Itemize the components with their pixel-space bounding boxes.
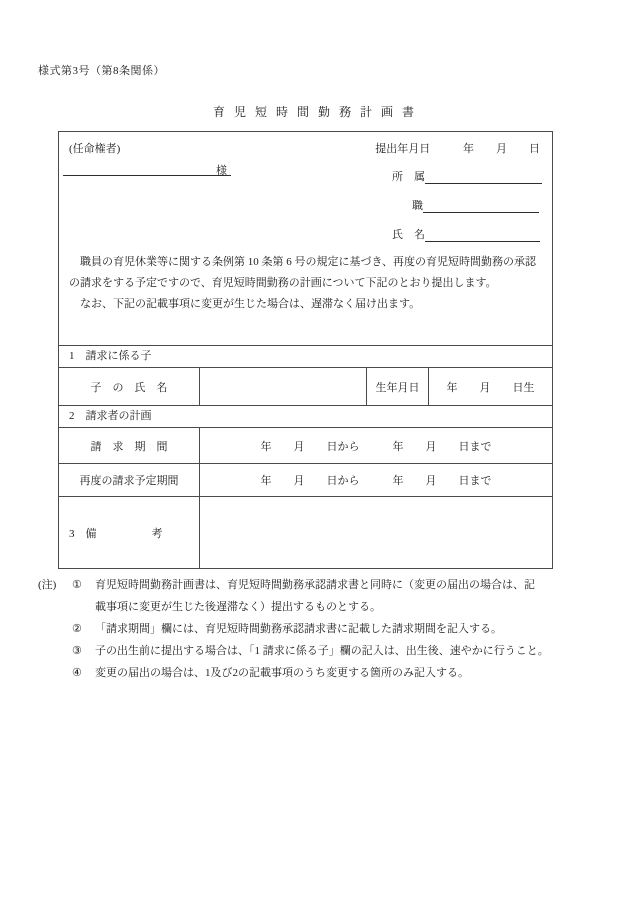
re-request-period-value-cell: 年 月 日から 年 月 日まで: [199, 464, 552, 496]
note-4-line-1: 変更の届出の場合は、1及び2の記載事項のうち変更する箇所のみ記入する。: [95, 667, 469, 679]
affiliation-field: [425, 169, 542, 184]
child-name-label: 子 の 氏 名: [90, 381, 168, 394]
name-label: 氏 名: [392, 229, 425, 241]
form-table: [58, 131, 553, 569]
name-row: [392, 226, 540, 242]
notes-prefix: (注): [38, 579, 57, 591]
note-text-4: [95, 662, 598, 684]
note-prefix-spacer: [38, 662, 72, 684]
child-name-value-cell: [199, 368, 366, 405]
note-prefix-spacer: [38, 618, 72, 640]
note-prefix-spacer: [38, 640, 72, 662]
birth-date-value-cell: 年 月 日生: [428, 368, 552, 405]
request-period-row: [59, 428, 552, 464]
submission-date-row: [375, 140, 540, 156]
child-name-row: [59, 368, 552, 406]
note-2-line-1: 「請求期間」欄には、育児短時間勤務承認請求書に記載した請求期間を記入する。: [95, 623, 502, 635]
note-marker-4: ④: [72, 667, 82, 679]
note-item-1: [38, 574, 598, 618]
page-title: 育 児 短 時 間 勤 務 計 画 書: [212, 105, 417, 119]
remarks-value-cell: [199, 497, 552, 568]
note-1-line-1: 育児短時間勤務計画書は、育児短時間勤務承認請求書と同時に（変更の届出の場合は、記: [95, 579, 535, 591]
form-header-block: [59, 132, 552, 346]
section-2-title: 2 請求者の計画: [59, 406, 552, 428]
notes-block: [38, 574, 598, 684]
body-paragraph: [69, 252, 536, 315]
position-field: [423, 198, 539, 213]
note-item-4: [38, 662, 598, 684]
position-label: 職: [412, 200, 423, 212]
remarks-row: [59, 497, 552, 568]
body-line-3: なお、下記の記載事項に変更が生じた場合は、遅滞なく届け出ます。: [69, 298, 421, 310]
note-text-2: [95, 618, 598, 640]
birth-date-label: 生年月日: [366, 368, 428, 405]
note-text-1: [95, 574, 598, 618]
note-item-3: [38, 640, 598, 662]
remarks-label: 3 備 考: [69, 527, 163, 540]
position-row: [412, 197, 539, 213]
affiliation-row: [392, 168, 542, 184]
name-field: [425, 227, 540, 242]
note-marker-2: ②: [72, 623, 82, 635]
addressee-row: [63, 162, 231, 176]
note-3-line-1: 子の出生前に提出する場合は、「1 請求に係る子」欄の記入は、出生後、速やかに行うこと。: [95, 645, 549, 657]
form-number: 様式第3号（第8条関係）: [38, 65, 165, 77]
note-text-3: [95, 640, 598, 662]
submission-date-value: 年 月 日: [463, 143, 540, 155]
appointer-name-field: [63, 162, 231, 176]
body-line-1: 職員の育児休業等に関する条例第 10 条第 6 号の規定に基づき、再度の育児短時間勤務の承認: [69, 256, 537, 268]
note-marker-3: ③: [72, 645, 82, 657]
note-1-line-2: 載事項に変更が生じた後遅滞なく）提出するものとする。: [95, 601, 381, 613]
section-1-title: 1 請求に係る子: [59, 346, 552, 368]
submission-date-label: 提出年月日: [375, 143, 431, 155]
appointer-label: (任命権者): [69, 143, 121, 155]
addressee-suffix: 様: [216, 165, 227, 177]
note-item-2: [38, 618, 598, 640]
request-period-label: 請 求 期 間: [90, 440, 168, 453]
re-request-period-label: 再度の請求予定期間: [79, 475, 179, 487]
re-request-period-row: [59, 464, 552, 497]
note-marker-1: ①: [72, 579, 82, 591]
request-period-value-cell: 年 月 日から 年 月 日まで: [199, 428, 552, 463]
affiliation-label: 所 属: [392, 171, 425, 183]
body-line-2: の請求をする予定ですので、育児短時間勤務の計画について下記のとおり提出します。: [69, 277, 497, 289]
